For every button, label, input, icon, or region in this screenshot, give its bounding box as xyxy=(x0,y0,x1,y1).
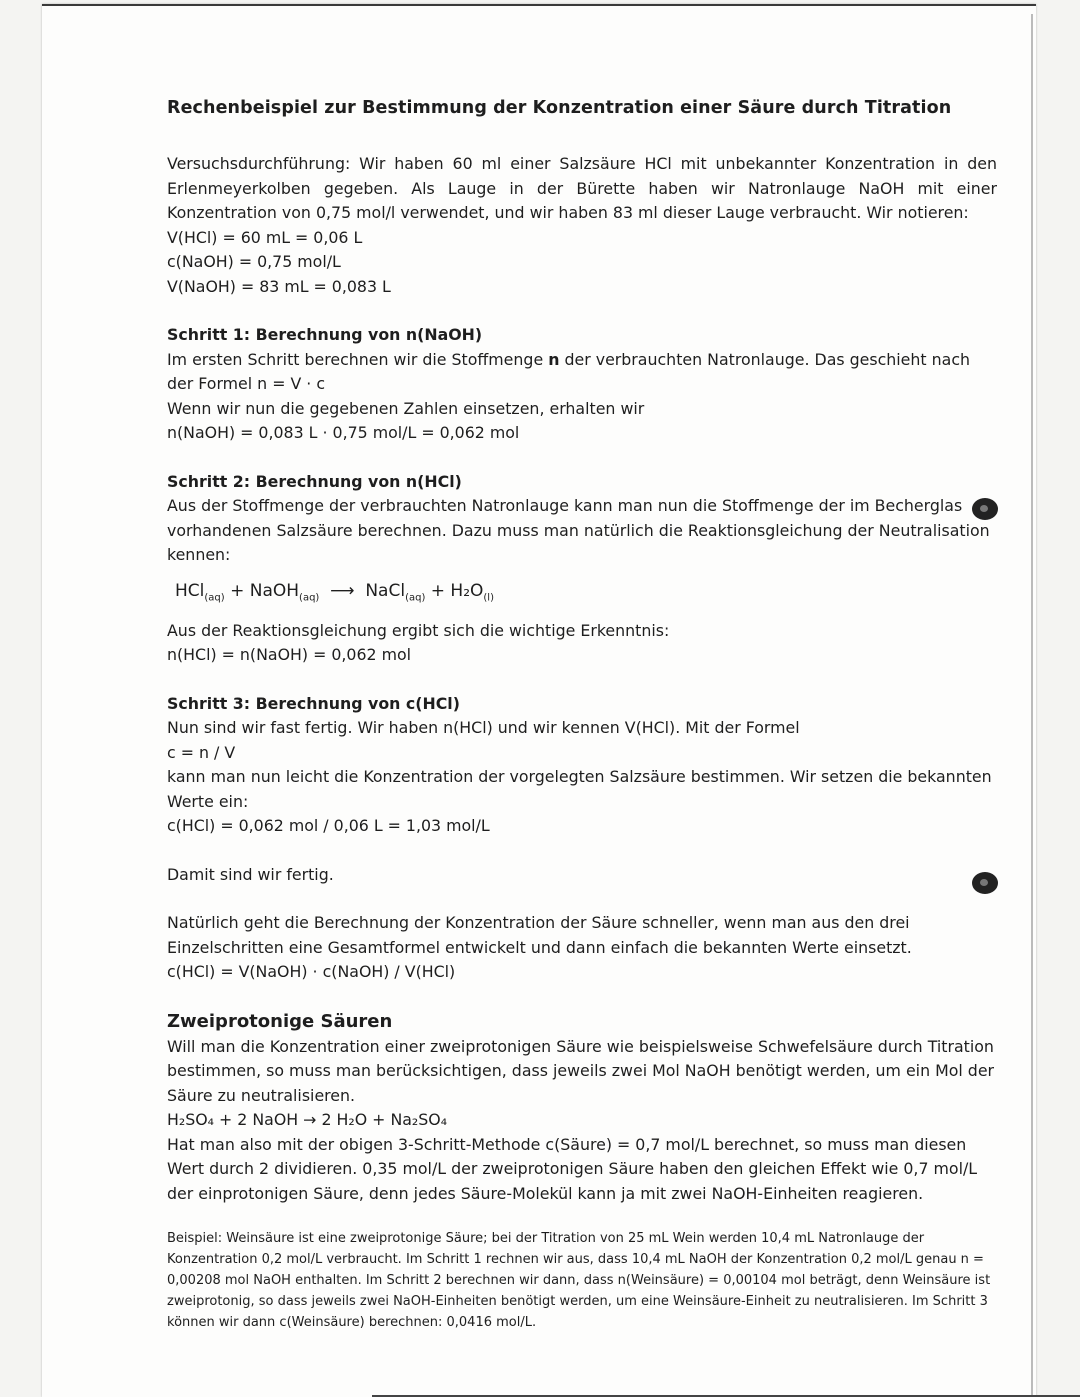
intro-values xyxy=(167,226,997,300)
sulfuric-equation: H₂SO₄ + 2 NaOH → 2 H₂O + Na₂SO₄ xyxy=(167,1110,448,1130)
example-text: Beispiel: Weinsäure ist eine zweiprotonige Säure; bei der Titration von 25 mL Wein werden 10,4 mL Natronlauge der Konzentration 0,2 mol/L verbraucht. Im Schritt 1 rechnen wir aus, dass 10,4 mL NaOH der Konzentration 0,2 mol/L genau n = 0,00208 mol NaOH enthalten. Im Schritt 2 berechnen wir dann, dass n(Weinsäure) = 0,00104 mol beträgt, denn Weinsäure ist zweiprotonig, so dass jeweils zwei NaOH-Einheiten benötigt werden, um eine Weinsäure-Einheit zu neutralisieren. Im Schritt 3 können wir dann c(Weinsäure) berechnen: 0,0416 mol/L. xyxy=(167,1231,991,1331)
eq-hcl-state: (aq) xyxy=(204,591,225,603)
value-v-naoh: V(NaOH) = 83 mL = 0,083 L xyxy=(167,276,391,296)
neutralisation-equation xyxy=(175,576,997,613)
diprotic-text1: Will man die Konzentration einer zweiprotonigen Säure wie beispielsweise Schwefelsäure durch Titration bestimmen, so muss man berücksichtigen, dass jeweils zwei Mol NaOH benötigt werden, um ein Mol der Säure zu neutralisieren. xyxy=(167,1036,995,1105)
diprotic-text2: Hat man also mit der obigen 3-Schritt-Methode c(Säure) = 0,7 mol/L berechnet, so muss man diesen Wert durch 2 dividieren. 0,35 mol/L der zweiprotonigen Säure haben den gleichen Effekt wie 0,7 mol/L der einprotonigen Säure, denn jedes Säure-Molekül kann ja mit zwei NaOH-Einheiten reagieren. xyxy=(167,1134,978,1203)
step2-text: Aus der Stoffmenge der verbrauchten Natronlauge kann man nun die Stoffmenge der im Becherglas vorhandenen Salzsäure berechnen. Dazu muss man natürlich die Reaktionsgleichung der Neutralisation kennen: xyxy=(167,496,990,564)
step2-heading: Schritt 2: Berechnung von n(HCl) xyxy=(167,471,462,491)
step2-line2: Aus der Reaktionsgleichung ergibt sich die wichtige Erkenntnis: xyxy=(167,620,670,640)
step1-text xyxy=(167,348,997,397)
step3-line1: Nun sind wir fast fertig. Wir haben n(HCl) und wir kennen V(HCl). Mit der Formel xyxy=(167,718,800,738)
eq-nacl-state: (aq) xyxy=(405,591,426,603)
ink-blot-mark xyxy=(972,498,998,520)
eq-water: H₂O xyxy=(450,580,484,601)
eq-naoh: NaOH xyxy=(249,580,300,601)
value-v-hcl: V(HCl) = 60 mL = 0,06 L xyxy=(167,227,363,247)
document-content xyxy=(167,98,997,1346)
eq-nacl: NaCl xyxy=(365,580,406,601)
eq-arrow: ⟶ xyxy=(330,580,355,601)
shortcut-text: Natürlich geht die Berechnung der Konzentration der Säure schneller, wenn man aus den drei Einzelschritten eine Gesamtformel entwickelt und dann einfach die bekannten Werte einsetzt. xyxy=(167,913,912,957)
eq-plus: + xyxy=(230,580,245,601)
step3-formula: c = n / V xyxy=(167,742,236,762)
eq-water-state: (l) xyxy=(483,591,494,603)
page-edge xyxy=(1031,14,1033,1397)
step1-line2: Wenn wir nun die gegebenen Zahlen einsetzen, erhalten wir xyxy=(167,398,645,418)
ink-blot-mark xyxy=(972,872,998,894)
done-text: Damit sind wir fertig. xyxy=(167,864,334,884)
step1-heading: Schritt 1: Berechnung von n(NaOH) xyxy=(167,325,483,344)
intro-text: Versuchsdurchführung: Wir haben 60 ml einer Salzsäure HCl mit unbekannter Konzentration in den Erlenmeyerkolben gegeben. Als Lauge in der Bürette haben wir Natronlauge NaOH mit einer Konzentration von 0,75 mol/l verwendet, und wir haben 83 ml dieser Lauge verbraucht. Wir notieren: xyxy=(167,154,997,222)
step3-result: c(HCl) = 0,062 mol / 0,06 L = 1,03 mol/L xyxy=(167,816,490,836)
step1-text-before: Im ersten Schritt berechnen wir die Stoffmenge xyxy=(167,349,549,369)
diprotic-heading: Zweiprotonige Säuren xyxy=(167,1010,393,1032)
step2-result: n(HCl) = n(NaOH) = 0,062 mol xyxy=(167,645,412,665)
step1-text-after: der verbrauchten Natronlauge. Das geschieht nach der Formel n = V · c xyxy=(167,349,971,393)
eq-hcl: HCl xyxy=(175,580,205,601)
eq-plus: + xyxy=(430,580,445,601)
document-page xyxy=(42,4,1036,1397)
step3-heading: Schritt 3: Berechnung von c(HCl) xyxy=(167,693,460,713)
step1-result: n(NaOH) = 0,083 L · 0,75 mol/L = 0,062 mol xyxy=(167,423,520,442)
page-title: Rechenbeispiel zur Bestimmung der Konzentration einer Säure durch Titration xyxy=(167,98,952,118)
step1-text-bold: n xyxy=(548,349,560,369)
shortcut-formula: c(HCl) = V(NaOH) · c(NaOH) / V(HCl) xyxy=(167,962,456,982)
eq-naoh-state: (aq) xyxy=(299,591,320,603)
value-c-naoh: c(NaOH) = 0,75 mol/L xyxy=(167,252,341,271)
step3-text: kann man nun leicht die Konzentration der vorgelegten Salzsäure bestimmen. Wir setzen die bekannten Werte ein: xyxy=(167,767,992,811)
